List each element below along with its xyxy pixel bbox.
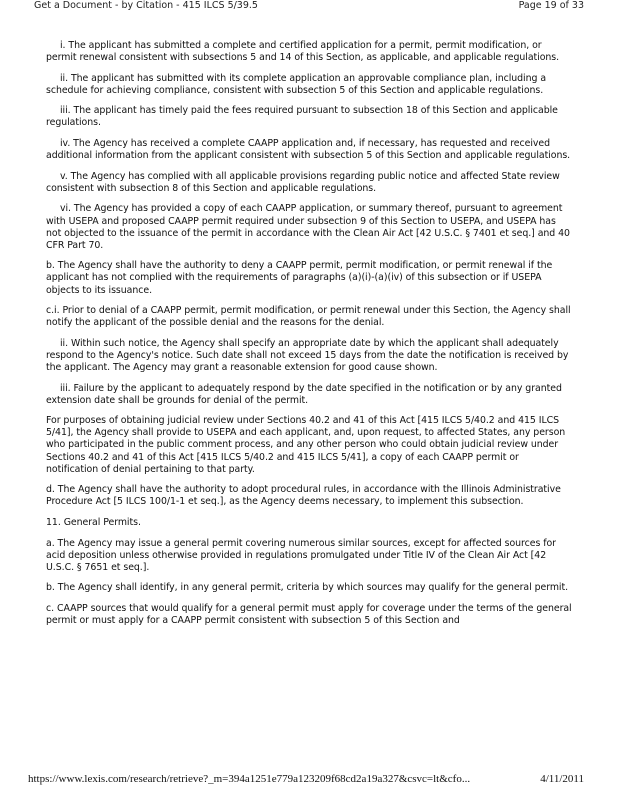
paragraph: b. The Agency shall have the authority to deny a CAAPP permit, permit modification, or permit renewal if the applicant has not complied with the requirements of paragraphs (a)(i)-(a)(iv) of this subsection or if USEPA objects to its issuance. bbox=[46, 260, 553, 296]
paragraph: iii. Failure by the applicant to adequately respond by the date specified in the notification or by any granted extension date shall be grounds for denial of the permit. bbox=[46, 382, 562, 406]
header-document-title: Get a Document - by Citation - 415 ILCS 5/39.5 bbox=[34, 0, 258, 11]
paragraph: c. CAAPP sources that would qualify for a general permit must apply for coverage under the terms of the general permit or must apply for a CAAPP permit consistent with subsection 5 of this Section and bbox=[46, 602, 572, 626]
page-footer bbox=[28, 772, 584, 786]
section-heading: 11. General Permits. bbox=[46, 516, 141, 528]
paragraph: ii. The applicant has submitted with its complete application an approvable compliance plan, including a schedule for achieving compliance, consistent with subsection 5 of this Section and applicable regulations. bbox=[46, 72, 547, 96]
paragraph: v. The Agency has complied with all applicable provisions regarding public notice and affected State review consistent with subsection 8 of this Section and applicable regulations. bbox=[46, 170, 560, 194]
document-body bbox=[46, 40, 572, 636]
paragraph: ii. Within such notice, the Agency shall specify an appropriate date by which the applicant shall adequately respond to the Agency's notice. Such date shall not exceed 15 days from the date the notification is received by the applicant. The Agency may grant a reasonable extension for good cause shown. bbox=[46, 337, 569, 373]
footer-date: 4/11/2011 bbox=[540, 773, 584, 785]
paragraph: a. The Agency may issue a general permit covering numerous similar sources, except for affected sources for acid deposition unless otherwise provided in regulations promulgated under Title IV of the Clean Air Act [42 U.S.C. § 7651 et seq.]. bbox=[46, 537, 556, 573]
paragraph: iii. The applicant has timely paid the fees required pursuant to subsection 18 of this Section and applicable regulations. bbox=[46, 105, 558, 129]
paragraph: d. The Agency shall have the authority to adopt procedural rules, in accordance with the Illinois Administrative Procedure Act [5 ILCS 100/1-1 et seq.], as the Agency deems necessary, to implement this subsection. bbox=[46, 484, 561, 508]
page-header bbox=[34, 0, 584, 14]
paragraph: c.i. Prior to denial of a CAAPP permit, permit modification, or permit renewal under this Section, the Agency shall notify the applicant of the possible denial and the reasons for the denial. bbox=[46, 305, 571, 329]
paragraph: b. The Agency shall identify, in any general permit, criteria by which sources may qualify for the general permit. bbox=[46, 582, 569, 594]
paragraph: iv. The Agency has received a complete CAAPP application and, if necessary, has requested and received additional information from the applicant consistent with subsection 5 of this Section and applicable regulations. bbox=[46, 138, 571, 162]
paragraph: vi. The Agency has provided a copy of each CAAPP application, or summary thereof, pursuant to agreement with USEPA and proposed CAAPP permit required under subsection 9 of this Section to USEPA, and USEPA has not objected to the issuance of the permit in accordance with the Clean Air Act [42 U.S.C. § 7401 et seq.] and 40 CFR Part 70. bbox=[46, 203, 570, 251]
paragraph: For purposes of obtaining judicial review under Sections 40.2 and 41 of this Act [415 ILCS 5/40.2 and 415 ILCS 5/41], the Agency shall provide to USEPA and each applicant, and, upon request, to affected States, any person who participated in the public comment process, and any other person who could obtain judicial review under Sections 40.2 and 41 of this Act [415 ILCS 5/40.2 and 415 ILCS 5/41], a copy of each CAAPP permit or notification of denial pertaining to that party. bbox=[46, 415, 566, 475]
header-page-number: Page 19 of 33 bbox=[518, 0, 584, 11]
paragraph: i. The applicant has submitted a complete and certified application for a permit, permit modification, or permit renewal consistent with subsections 5 and 14 of this Section, as applicable, and applicable regulations. bbox=[46, 40, 560, 64]
footer-url: https://www.lexis.com/research/retrieve?_m=394a1251e779a123209f68cd2a19a327&csvc=lt&cfo... bbox=[28, 773, 471, 785]
